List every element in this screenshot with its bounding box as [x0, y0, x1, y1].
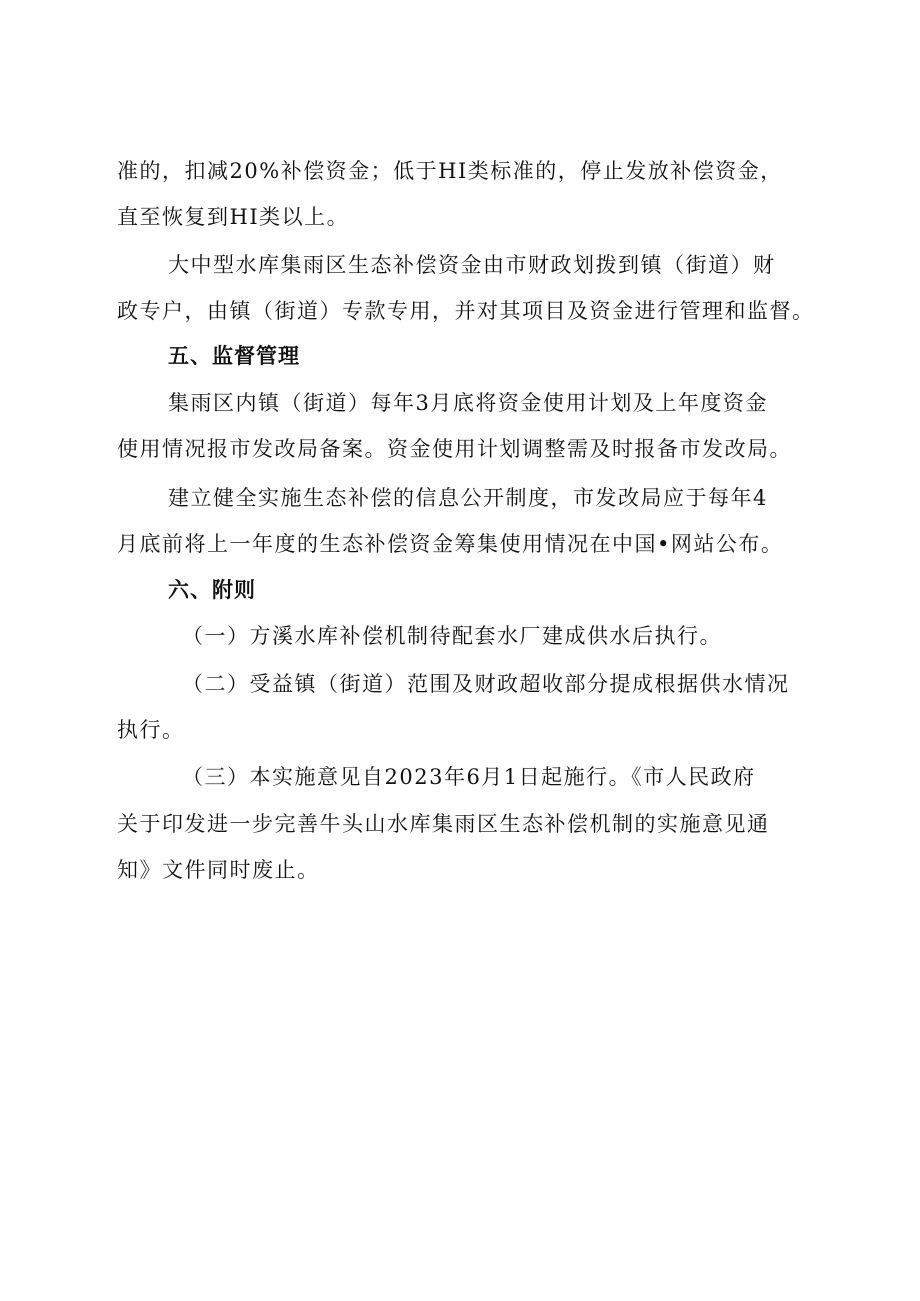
- section-heading-supervision: 五、监督管理: [168, 344, 300, 368]
- paragraph-line: 集雨区内镇（街道）每年3月底将资金使用计划及上年度资金: [168, 391, 768, 415]
- list-item-line: 知》文件同时废止。: [117, 858, 320, 882]
- section-heading-supplementary: 六、附则: [168, 578, 256, 602]
- list-item-line: 执行。: [117, 718, 185, 742]
- paragraph-line: 使用情况报市发改局备案。资金使用计划调整需及时报备市发改局。: [117, 437, 792, 461]
- paragraph-line: 准的，扣减20%补偿资金；低于HI类标准的，停止发放补偿资金，: [117, 159, 783, 183]
- paragraph-line: 政专户，由镇（街道）专款专用，并对其项目及资金进行管理和监督。: [117, 299, 815, 323]
- paragraph-line: 大中型水库集雨区生态补偿资金由市财政划拨到镇（街道）财: [168, 253, 776, 277]
- list-item-line: （三）本实施意见自2023年6月1日起施行。《市人民政府: [182, 765, 756, 789]
- list-item-line: 关于印发进一步完善牛头山水库集雨区生态补偿机制的实施意见通: [117, 812, 770, 836]
- list-item-line: （一）方溪水库补偿机制待配套水厂建成供水后执行。: [182, 624, 722, 648]
- paragraph-line: 建立健全实施生态补偿的信息公开制度，市发改局应于每年4: [168, 486, 768, 510]
- paragraph-line: 月底前将上一年度的生态补偿资金筹集使用情况在中国•网站公布。: [117, 532, 784, 556]
- paragraph-line: 直至恢复到HI类以上。: [117, 205, 350, 229]
- list-item-line: （二）受益镇（街道）范围及财政超收部分提成根据供水情况: [182, 672, 790, 696]
